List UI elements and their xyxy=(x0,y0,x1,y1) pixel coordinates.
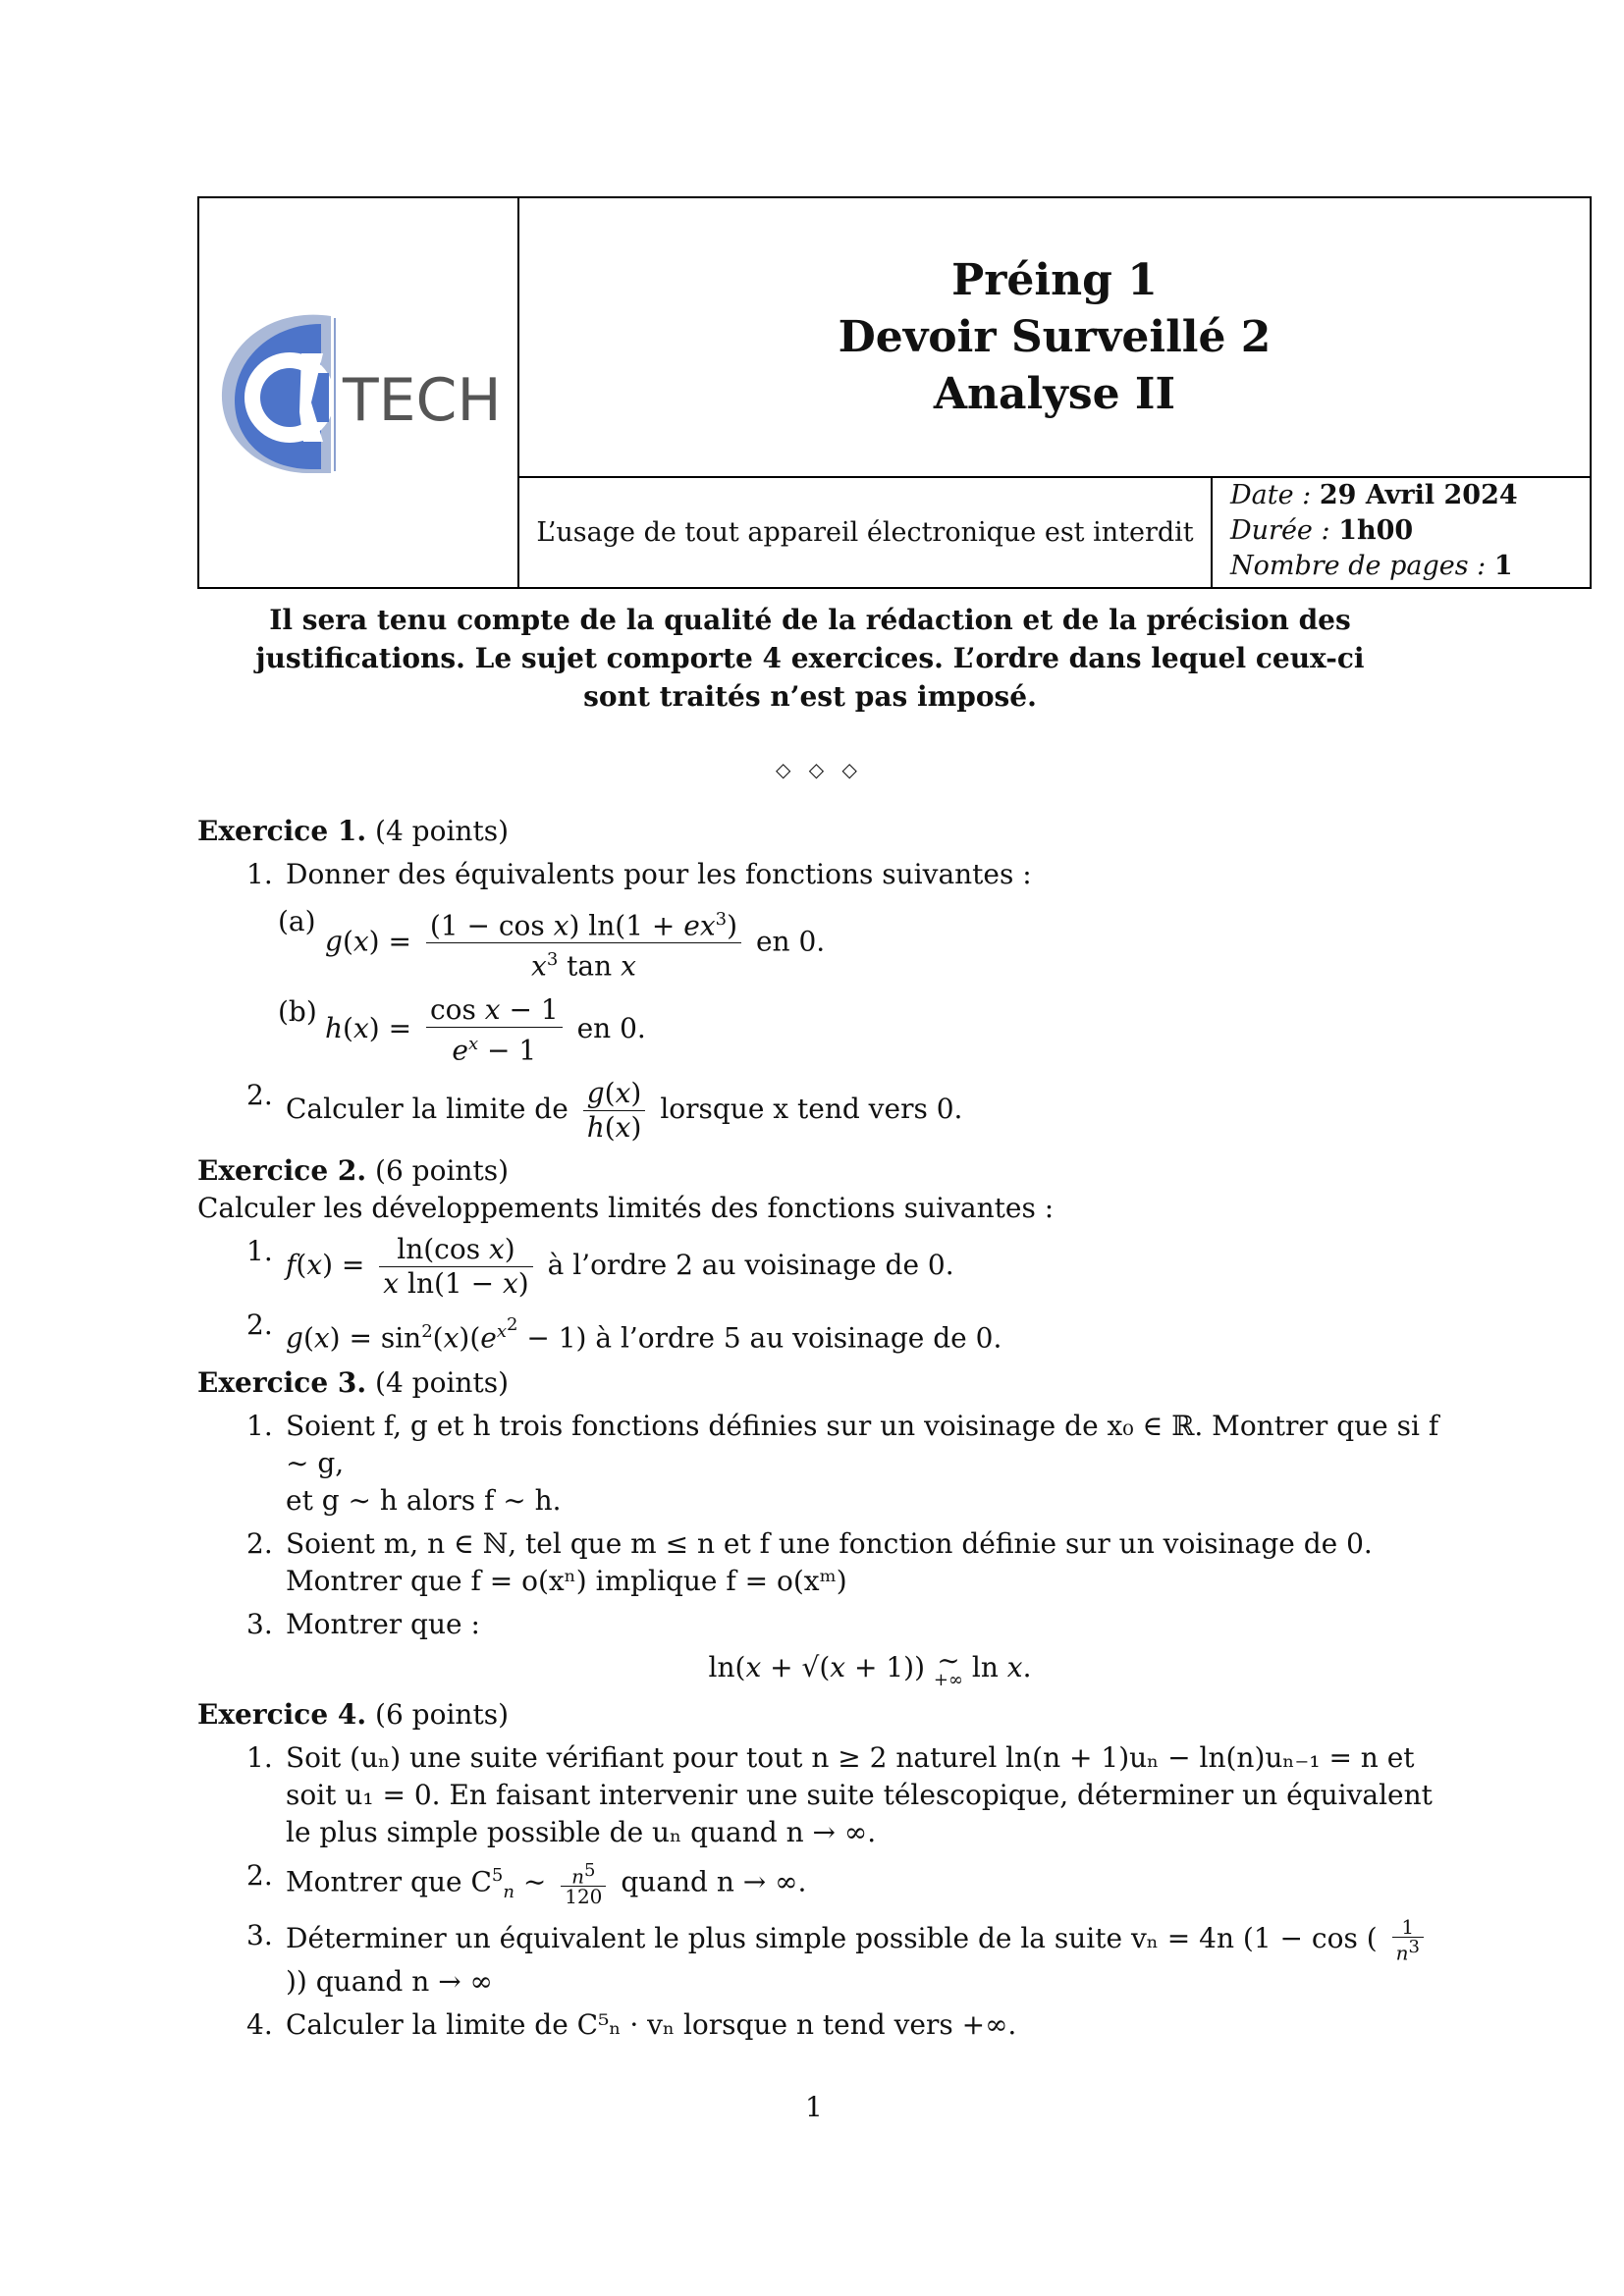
svg-text:TECH: TECH xyxy=(343,366,502,435)
ex4-q4: 4. Calculer la limite de C⁵ₙ · vₙ lorsque n tend vers +∞. xyxy=(246,2007,1017,2041)
course-title: Préing 1 xyxy=(951,254,1158,305)
duration-label: Durée : xyxy=(1230,515,1330,546)
ex2-q1: 1. f(x) = $\frac{\text{ln(cos x)}}{\text{x ln(1 − x)}}$ à l’ordre 2 au voisinage de 0. xyxy=(246,1232,954,1300)
ex3-q1: 1. Soient f, g et h trois fonctions définies sur un voisinage de x₀ ∈ ℝ. Montrer que si f ∼ g, et g ∼ h alors f ∼ h. xyxy=(246,1410,1439,1518)
ex1-q2: 2. Calculer la limite de $\frac{g(x)}{h(x)}$ lorsque x tend vers 0. xyxy=(246,1076,963,1144)
exercises xyxy=(197,805,1454,2050)
exam-info xyxy=(1213,478,1590,587)
header-table xyxy=(197,196,1592,589)
separator: ◇ ◇ ◇ xyxy=(776,758,863,781)
pages-label: Nombre de pages : xyxy=(1230,551,1487,581)
device-notice: L’usage de tout appareil électronique est interdit xyxy=(519,478,1213,587)
duration-value: 1h00 xyxy=(1338,515,1414,546)
ex2-q2: 2. $g(x) = \sin^2(x)(e^{x^2} - 1)$ à l’ordre 5 au voisinage de 0. xyxy=(246,1308,1002,1355)
ex3-q3-equation: ln(x + √(x + 1)) ∼ +∞ ln x. xyxy=(708,1644,1032,1691)
date-label: Date : xyxy=(1230,480,1312,510)
ex1-q1b: (b) h(x) = $\frac{\text{cos x − 1}}{e^x - 1}$ en 0. xyxy=(278,992,646,1066)
pages-value: 1 xyxy=(1493,551,1513,581)
ex4-q1: 1. Soit (uₙ) une suite vérifiant pour tout n ≥ 2 naturel ln(n + 1)uₙ − ln(n)uₙ₋₁ = n et soit u₁ = 0. En faisant intervenir une suite télescopique, déterminer un équivalent le plus simple possible de uₙ quand n → ∞. xyxy=(246,1741,1433,1849)
date-value: 29 Avril 2024 xyxy=(1319,480,1518,510)
intro-text: Il sera tenu compte de la qualité de la rédaction et de la précision des justifications. Le sujet comporte 4 exercices. L’ordre dans lequel ceux-ci sont traités n’est pas imposé. xyxy=(255,604,1365,713)
title-cell xyxy=(519,198,1590,478)
ex3-q3: 3. Montrer que : ln(x + √(x + 1)) ∼ +∞ ln x. xyxy=(197,1606,1454,1688)
logo-cell xyxy=(199,198,519,587)
exercise-2-header: Exercice 2. (6 points) xyxy=(197,1153,509,1187)
ex1-q1: 1. Donner des équivalents pour les fonctions suivantes : xyxy=(246,858,1032,890)
ex4-q3: 3. Déterminer un équivalent le plus simple possible de la suite vₙ = 4n (1 − cos ( $\frac{1}{n^3}$ )) quand n → ∞ xyxy=(197,1917,1454,2001)
ex3-q2: 2. Soient m, n ∈ ℕ, tel que m ≤ n et f une fonction définie sur un voisinage de 0. Montrer que f = o(xⁿ) implique f = o(xᵐ) xyxy=(246,1527,1373,1598)
exercise-3-header: Exercice 3. (4 points) xyxy=(197,1366,509,1400)
subject-title: Analyse II xyxy=(933,368,1176,419)
page-number: 1 xyxy=(805,2091,823,2123)
ex4-q2: 2. Montrer que $C^5_n$ ∼ $\frac{n^5}{120}$ quand n → ∞. xyxy=(246,1859,807,1909)
exercise-4-header: Exercice 4. (6 points) xyxy=(197,1698,509,1732)
ex2-intro: Calculer les développements limités des fonctions suivantes : xyxy=(197,1191,1055,1224)
cytech-logo xyxy=(213,314,508,475)
exam-title: Devoir Surveillé 2 xyxy=(838,311,1272,362)
exercise-1-header: Exercice 1. (4 points) xyxy=(197,815,509,847)
ex1-q1a: (a) g(x) = $\frac{(1 - \cos x) \ln(1 + ex^3)}{x^3 \tan x}$ en 0. xyxy=(278,905,826,983)
